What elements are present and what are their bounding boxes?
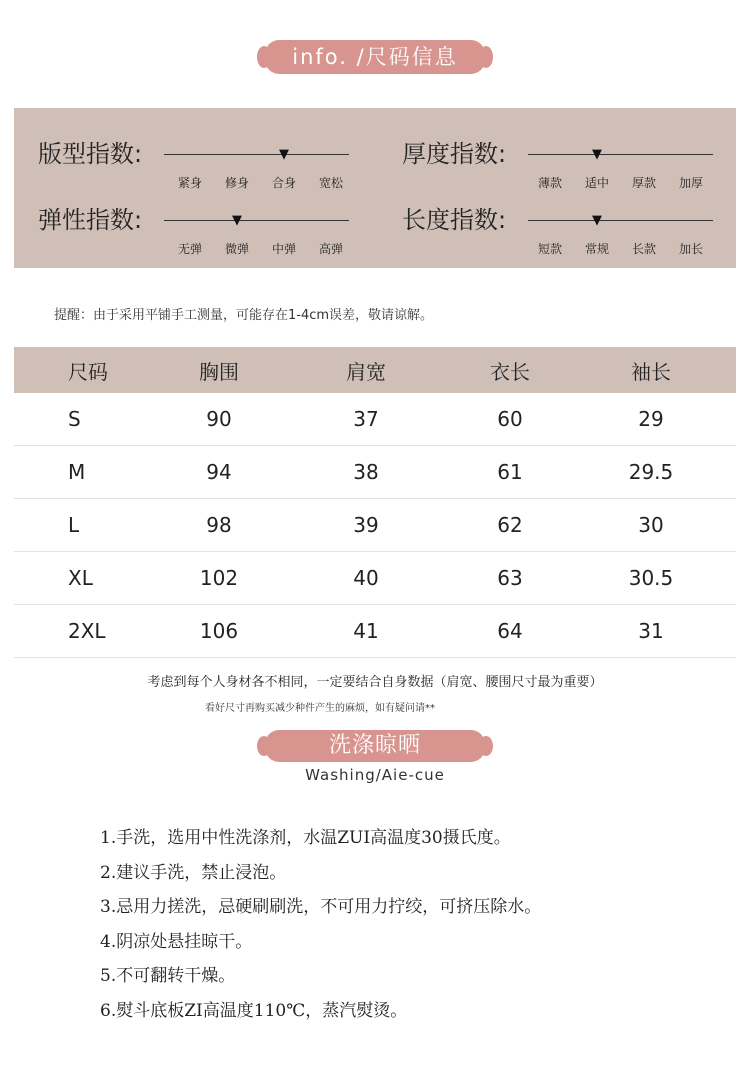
table-header-row (14, 347, 736, 393)
scale-label: 薄款 (537, 176, 563, 190)
scale-label: 紧身 (177, 176, 203, 190)
washing-subtitle: Washing/Aie-cue (305, 766, 445, 784)
table-cell: 98 (206, 513, 232, 537)
table-row (14, 393, 736, 446)
info-size-banner (265, 40, 485, 74)
table-cell: 31 (638, 619, 664, 643)
metric-title: 版型指数: (38, 140, 143, 168)
metric-title: 厚度指数: (402, 140, 507, 168)
instruction-item: 3.忌用力搓洗，忌硬刷刷洗，不可用力拧绞，可挤压除水。 (100, 897, 542, 917)
length-index (376, 184, 726, 256)
instruction-item: 6.熨斗底板ZI高温度110℃，蒸汽熨烫。 (100, 1000, 408, 1021)
header-cell: 衣长 (490, 359, 530, 384)
washing-banner (265, 730, 485, 762)
header-cell: 尺码 (68, 359, 108, 384)
scale-label: 宽松 (318, 176, 344, 190)
table-cell: 61 (497, 460, 523, 484)
table-row (14, 605, 736, 658)
table-cell: 39 (353, 513, 379, 537)
table-cell: 62 (497, 513, 523, 537)
scale-label: 常规 (584, 242, 610, 256)
table-cell: M (68, 460, 86, 484)
scale-marker-icon: ▼ (592, 147, 602, 162)
elasticity-index (14, 184, 364, 256)
fit-type-index (14, 118, 364, 190)
scale-label: 加长 (678, 242, 704, 256)
header-cell: 袖长 (631, 359, 671, 384)
scale-label: 厚款 (631, 176, 657, 190)
metric-title: 长度指数: (402, 206, 507, 234)
metric-title: 弹性指数: (38, 206, 143, 234)
fit-index-panel (14, 108, 736, 268)
scale-marker-icon: ▼ (279, 147, 289, 162)
scale-marker-icon: ▼ (592, 213, 602, 228)
banner-title: 洗涤晾晒 (328, 733, 421, 758)
scale-line (528, 220, 713, 221)
scale-label: 合身 (271, 176, 297, 190)
scale-label: 无弹 (177, 242, 203, 256)
table-row (14, 499, 736, 552)
table-cell: S (68, 407, 81, 431)
table-cell: 41 (353, 619, 379, 643)
scale-label: 中弹 (271, 242, 297, 256)
instruction-item: 4.阴凉处悬挂晾干。 (100, 931, 253, 952)
scale-line (164, 154, 349, 155)
table-cell: 63 (497, 566, 523, 590)
table-cell: 37 (353, 407, 379, 431)
table-cell: 38 (353, 460, 379, 484)
instruction-item: 2.建议手洗，禁止浸泡。 (100, 862, 287, 883)
washing-instructions (100, 826, 541, 1033)
table-cell: 40 (353, 566, 379, 590)
table-row (14, 446, 736, 499)
banner-title: info. /尺码信息 (292, 45, 458, 69)
table-cell: 64 (497, 619, 523, 643)
scale-label: 高弹 (318, 242, 344, 256)
table-cell: 106 (199, 619, 239, 643)
scale-label: 修身 (224, 176, 250, 190)
scale-label: 微弹 (224, 242, 250, 256)
table-cell: 94 (206, 460, 232, 484)
table-cell: L (68, 513, 80, 537)
scale-line (528, 154, 713, 155)
measurement-note: 提醒：由于采用平铺手工测量，可能存在1-4cm误差，敬请谅解。 (54, 308, 434, 323)
table-cell: 30.5 (628, 566, 674, 590)
table-cell: 60 (497, 407, 523, 431)
table-cell: 29 (638, 407, 664, 431)
instruction-item: 1.手洗，选用中性洗涤剂，水温ZUI高温度30摄氏度。 (100, 828, 511, 848)
table-row (14, 552, 736, 605)
instruction-item: 5.不可翻转干燥。 (100, 966, 236, 986)
scale-marker-icon: ▼ (232, 213, 242, 228)
header-cell: 胸围 (199, 359, 239, 384)
scale-line (164, 220, 349, 221)
scale-label: 适中 (584, 176, 610, 190)
table-cell: XL (68, 566, 93, 590)
header-cell: 肩宽 (346, 359, 386, 384)
size-table (14, 347, 736, 658)
thickness-index (376, 118, 726, 190)
scale-label: 加厚 (678, 176, 704, 190)
scale-label: 长款 (631, 242, 657, 256)
table-cell: 29.5 (628, 460, 674, 484)
size-advice: 考虑到每个人身材各不相同，一定要结合自身数据（肩宽、腰围尺寸最为重要） (147, 675, 603, 690)
table-cell: 90 (206, 407, 232, 431)
scale-label: 短款 (537, 242, 563, 256)
table-cell: 30 (638, 513, 664, 537)
size-advice-secondary: 看好尺寸再购买减少种件产生的麻烦，如有疑问请** (205, 703, 435, 714)
table-cell: 2XL (68, 619, 106, 643)
table-cell: 102 (199, 566, 239, 590)
